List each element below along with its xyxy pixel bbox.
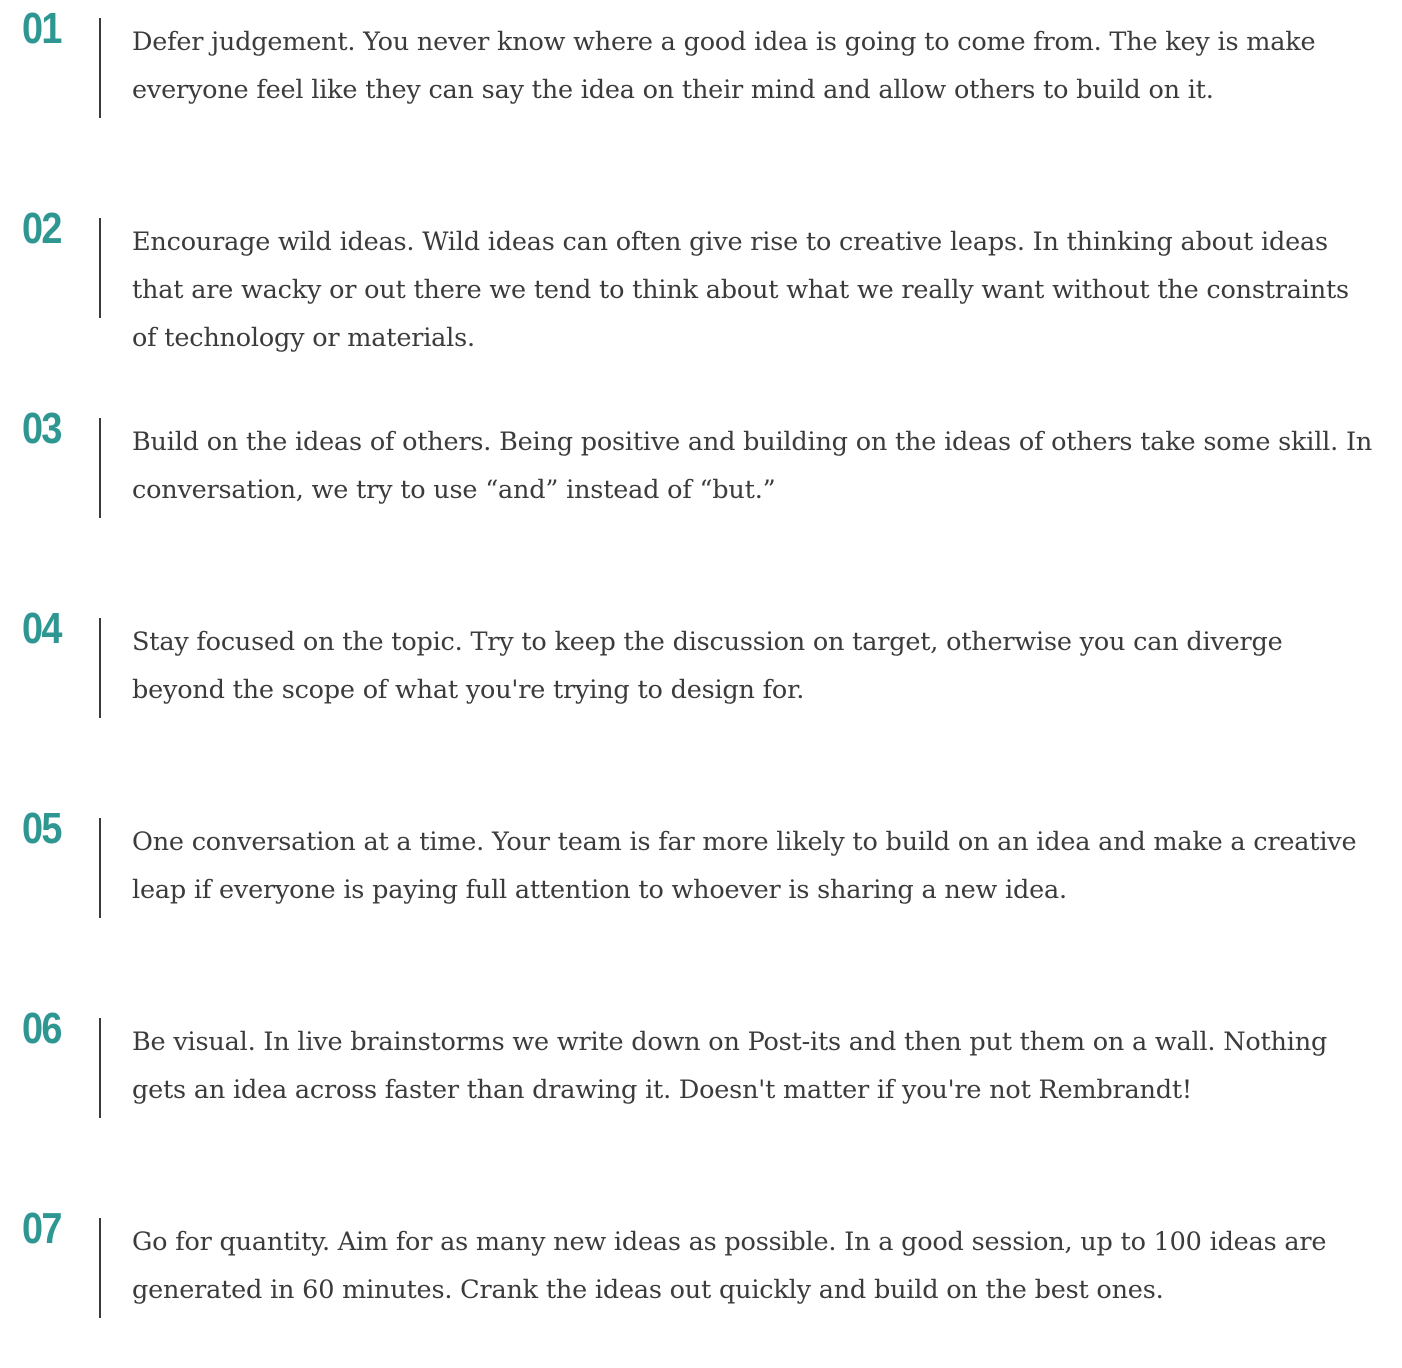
rule-number: 05 [22, 804, 61, 853]
rule-text: Encourage wild ideas. Wild ideas can often give rise to creative leaps. In thinking about ideas that are wacky or out there we tend to think about what we really want without the constraints of technology or materials. [132, 227, 1349, 353]
rule-text: Defer judgement. You never know where a good idea is going to come from. The key is make everyone feel like they can say the idea on their mind and allow others to build on it. [132, 27, 1316, 105]
rule-item-03 [0, 400, 1402, 560]
vertical-divider [99, 218, 101, 318]
rule-number: 01 [22, 4, 61, 53]
vertical-divider [99, 1018, 101, 1118]
vertical-divider [99, 18, 101, 118]
rule-number: 02 [22, 204, 61, 253]
rule-number: 06 [22, 1004, 61, 1053]
rule-number: 04 [22, 604, 61, 653]
vertical-divider [99, 618, 101, 718]
rule-item-05 [0, 800, 1402, 960]
vertical-divider [99, 1218, 101, 1318]
rule-text: One conversation at a time. Your team is far more likely to build on an idea and make a creative leap if everyone is paying full attention to whoever is sharing a new idea. [132, 827, 1357, 905]
rule-item-02 [0, 200, 1402, 360]
vertical-divider [99, 418, 101, 518]
vertical-divider [99, 818, 101, 918]
rule-number: 03 [22, 404, 61, 453]
rule-item-06 [0, 1000, 1402, 1160]
rule-item-04 [0, 600, 1402, 760]
rule-item-01 [0, 0, 1402, 160]
rule-text: Stay focused on the topic. Try to keep the discussion on target, otherwise you can diverge beyond the scope of what you're trying to design for. [132, 627, 1283, 705]
rule-text: Go for quantity. Aim for as many new ideas as possible. In a good session, up to 100 ideas are generated in 60 minutes. Crank the ideas out quickly and build on the best ones. [132, 1227, 1327, 1305]
rule-item-07 [0, 1200, 1402, 1360]
rule-number: 07 [22, 1204, 61, 1253]
rule-text: Build on the ideas of others. Being positive and building on the ideas of others take some skill. In conversation, we try to use “and” instead of “but.” [132, 427, 1373, 505]
rule-text: Be visual. In live brainstorms we write down on Post-its and then put them on a wall. Nothing gets an idea across faster than drawing it. Doesn't matter if you're not Rembrandt! [132, 1027, 1328, 1105]
